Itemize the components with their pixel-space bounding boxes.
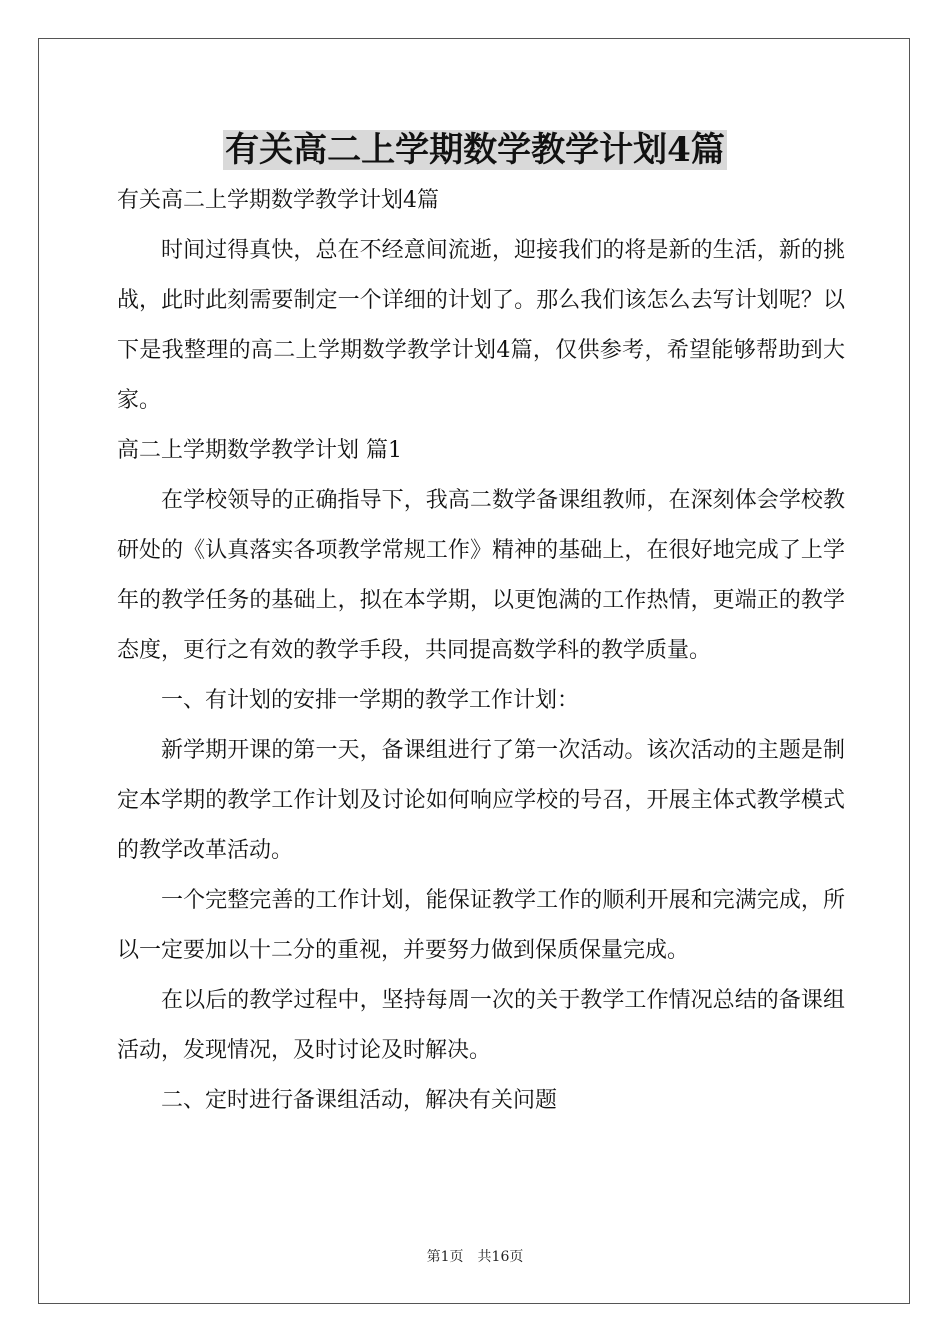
paragraph: 新学期开课的第一天，备课组进行了第一次活动。该次活动的主题是制定本学期的教学工作计划及讨论如何响应学校的号召，开展主体式教学模式的教学改革活动。: [117, 738, 845, 863]
paragraph: 在以后的教学过程中，坚持每周一次的关于教学工作情况总结的备课组活动，发现情况，及时讨论及时解决。: [117, 988, 845, 1063]
document-body: [117, 176, 845, 1126]
document-title: [0, 128, 950, 172]
page-footer: [0, 1246, 950, 1266]
paragraph: 时间过得真快，总在不经意间流逝，迎接我们的将是新的生活，新的挑战，此时此刻需要制定一个详细的计划了。那么我们该怎么去写计划呢？以下是我整理的高二上学期数学教学计划4篇，仅供参考，希望能够帮助到大家。: [117, 238, 845, 413]
paragraph: 一、有计划的安排一学期的教学工作计划：: [161, 688, 580, 713]
paragraph: 有关高二上学期数学教学计划4篇: [117, 188, 439, 213]
paragraph: 高二上学期数学教学计划 篇1: [117, 438, 402, 463]
paragraph: 二、定时进行备课组活动，解决有关问题: [161, 1088, 558, 1113]
document-title-text: 有关高二上学期数学教学计划4篇: [225, 130, 725, 170]
paragraph: 一个完整完善的工作计划，能保证教学工作的顺利开展和完满完成，所以一定要加以十二分的重视，并要努力做到保质保量完成。: [117, 888, 845, 963]
page-number: 第1页 共16页: [426, 1249, 524, 1265]
paragraph: 在学校领导的正确指导下，我高二数学备课组教师，在深刻体会学校教研处的《认真落实各项教学常规工作》精神的基础上，在很好地完成了上学年的教学任务的基础上，拟在本学期，以更饱满的工作热情，更端正的教学态度，更行之有效的教学手段，共同提高数学科的教学质量。: [117, 488, 845, 663]
